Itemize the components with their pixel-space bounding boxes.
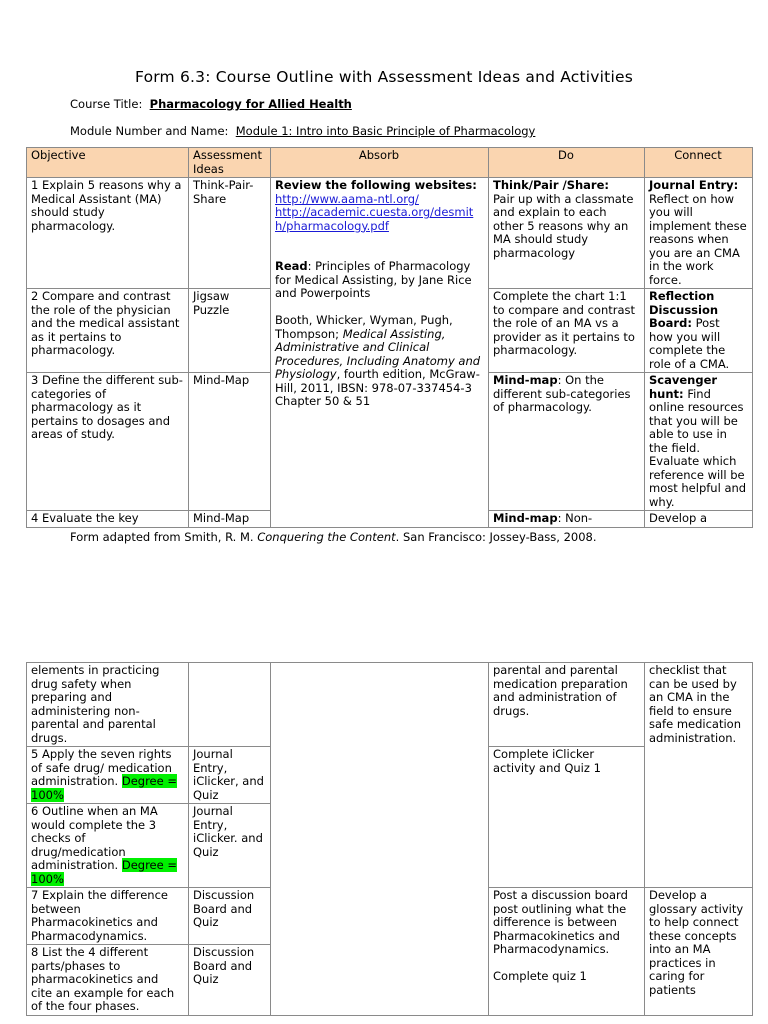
connect-label: Scavenger hunt: xyxy=(649,373,718,401)
read-text: : Principles of Pharmacology for Medical Assisting, by Jane Rice and Powerpoints xyxy=(275,259,472,300)
do-text: : Non- xyxy=(557,511,593,525)
course-title-line xyxy=(70,97,352,111)
connect-cell: Develop a glossary activity to help connect these concepts into an MA practices in caring for patients xyxy=(645,888,753,1016)
objective-cell xyxy=(27,804,189,888)
assessment-cell: Discussion Board and Quiz xyxy=(189,945,271,1016)
do-cell: parental and parental medication preparation and administration of drugs. xyxy=(489,663,645,747)
do-cell xyxy=(489,888,645,1016)
assessment-cell: Journal Entry, iClicker. and Quiz xyxy=(189,804,271,888)
objective-cell: elements in practicing drug safety when preparing and administering non-parental and parental drugs. xyxy=(27,663,189,747)
do-text-quiz: Complete quiz 1 xyxy=(493,969,587,983)
form-title: Form 6.3: Course Outline with Assessment Ideas and Activities xyxy=(135,68,633,86)
footer-note-suffix: . San Francisco: Jossey-Bass, 2008. xyxy=(395,530,597,544)
objective-cell: 7 Explain the difference between Pharmacokinetics and Pharmacodynamics. xyxy=(27,888,189,945)
aama-link[interactable]: http://www.aama-ntl.org/ xyxy=(275,191,419,206)
assessment-cell: Mind-Map xyxy=(189,511,271,528)
review-label: Review the following websites: xyxy=(275,178,477,192)
objective-cell: 3 Define the different sub-categories of pharmacology as it pertains to dosages and areas of study. xyxy=(27,373,189,511)
do-text: Post a discussion board post outlining what the difference is between Pharmacokinetics and Pharmacodynamics. xyxy=(493,888,628,956)
table-row xyxy=(27,178,753,289)
absorb-cell xyxy=(271,663,489,1016)
do-text: : On the different sub-categories of pharmacology. xyxy=(493,373,631,414)
connect-label: Reflection Discussion Board: xyxy=(649,289,719,330)
connect-text: Reflect on how you will implement these reasons when you are an CMA in the work force. xyxy=(649,191,747,287)
connect-cell xyxy=(645,289,753,373)
objective-text: 6 Outline when an MA would complete the 3 checks of drug/medication administration. xyxy=(31,804,158,872)
header-connect: Connect xyxy=(645,148,753,178)
connect-cell: Develop a xyxy=(645,511,753,528)
objective-cell: 2 Compare and contrast the role of the physician and the medical assistant as it pertains to pharmacology. xyxy=(27,289,189,373)
outline-table-page1 xyxy=(26,147,753,528)
header-do: Do xyxy=(489,148,645,178)
absorb-cell xyxy=(271,178,489,528)
assessment-cell: Mind-Map xyxy=(189,373,271,511)
assessment-cell: Jigsaw Puzzle xyxy=(189,289,271,373)
assessment-cell xyxy=(189,663,271,747)
header-assessment: Assessment Ideas xyxy=(189,148,271,178)
objective-cell: 4 Evaluate the key xyxy=(27,511,189,528)
book-reference xyxy=(275,314,483,409)
book-authors: Booth, Whicker, Wyman, Pugh, Thompson; xyxy=(275,313,453,341)
module-value: Module 1: Intro into Basic Principle of Pharmacology xyxy=(235,124,536,138)
do-cell xyxy=(489,511,645,528)
course-title-value: Pharmacology for Allied Health xyxy=(149,97,352,111)
objective-cell: 8 List the 4 different parts/phases to pharmacokinetics and cite an example for each of the four phases. xyxy=(27,945,189,1016)
do-label: Mind-map xyxy=(493,511,558,525)
do-cell: Complete iClicker activity and Quiz 1 xyxy=(489,747,645,888)
do-text: Pair up with a classmate and explain to each other 5 reasons why an MA should study pharmacology xyxy=(493,191,634,260)
objective-cell xyxy=(27,747,189,804)
connect-text: Post how you will complete the role of a CMA. xyxy=(649,316,730,371)
footer-note xyxy=(70,530,597,544)
connect-label: Journal Entry: xyxy=(649,178,739,192)
assessment-cell: Think-Pair-Share xyxy=(189,178,271,289)
header-absorb: Absorb xyxy=(271,148,489,178)
module-label: Module Number and Name: xyxy=(70,124,229,138)
degree-highlight: Degree = 100% xyxy=(31,858,177,886)
read-label: Read xyxy=(275,259,308,273)
read-paragraph xyxy=(275,260,483,301)
do-cell xyxy=(489,178,645,289)
assessment-cell: Discussion Board and Quiz xyxy=(189,888,271,945)
objective-text: 5 Apply the seven rights of safe drug/ medication administration. xyxy=(31,747,172,788)
cuesta-link[interactable]: http://academic.cuesta.org/desmith/pharmacology.pdf xyxy=(275,205,474,233)
book-details: , fourth edition, McGraw-Hill, 2011, IBSN: 978-07-337454-3 Chapter 50 & 51 xyxy=(275,367,480,408)
header-row xyxy=(27,148,753,178)
header-objective: Objective xyxy=(27,148,189,178)
objective-cell: 1 Explain 5 reasons why a Medical Assistant (MA) should study pharmacology. xyxy=(27,178,189,289)
footer-note-prefix: Form adapted from Smith, R. M. xyxy=(70,530,258,544)
connect-cell xyxy=(645,178,753,289)
connect-cell xyxy=(645,373,753,511)
assessment-cell: Journal Entry, iClicker, and Quiz xyxy=(189,747,271,804)
do-label: Mind-map xyxy=(493,373,558,387)
connect-cell: checklist that can be used by an CMA in the field to ensure safe medication administration. xyxy=(645,663,753,888)
do-cell: Complete the chart 1:1 to compare and contrast the role of an MA vs a provider as it pertains to pharmacology. xyxy=(489,289,645,373)
outline-table-page2 xyxy=(26,662,753,1016)
course-title-label: Course Title: xyxy=(70,97,143,111)
do-cell xyxy=(489,373,645,511)
degree-highlight: Degree = 100% xyxy=(31,774,177,802)
module-line xyxy=(70,124,535,138)
connect-text: Find online resources that you will be able to use in the field. Evaluate which reference will be most helpful and why. xyxy=(649,386,747,509)
do-label: Think/Pair /Share: xyxy=(493,178,610,192)
book-title: Medical Assisting, Administrative and Clinical Procedures, Including Anatomy and Physiology xyxy=(275,326,481,381)
table-row xyxy=(27,663,753,747)
footer-note-title: Conquering the Content xyxy=(257,530,396,544)
